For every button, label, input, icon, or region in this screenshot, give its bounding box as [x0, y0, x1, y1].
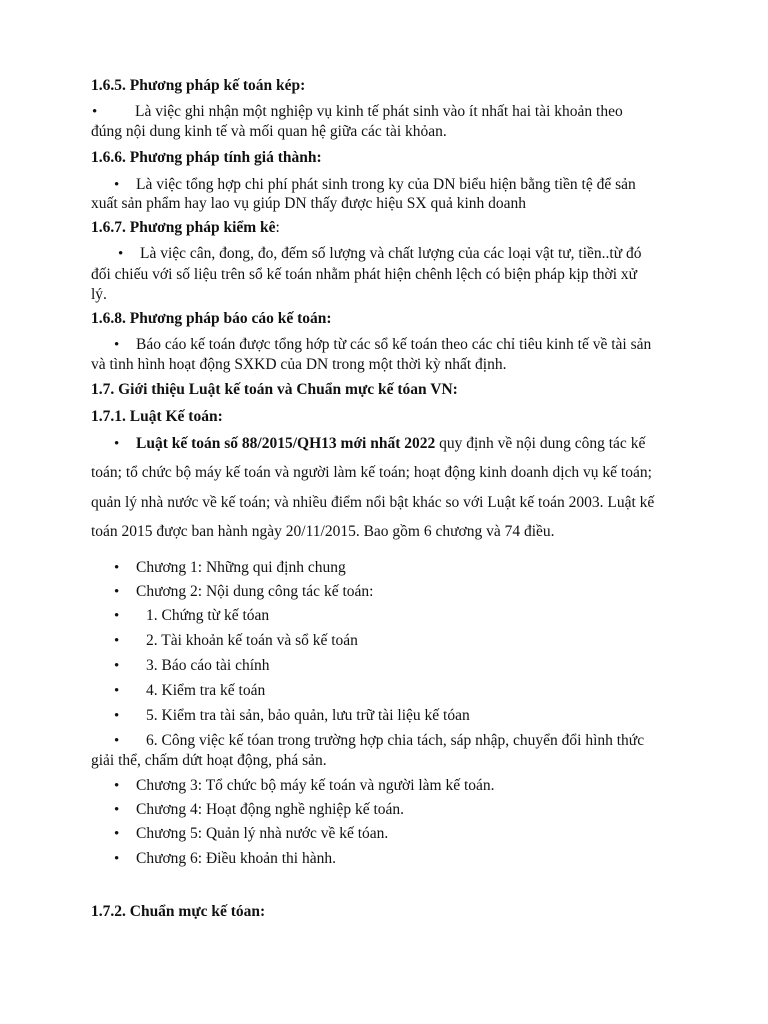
list-item: 1. Chứng từ kế tóan	[146, 607, 270, 624]
section-heading-1-6-7	[91, 218, 280, 238]
bullet-icon: •	[114, 560, 120, 576]
list-item-continuation: giải thể, chấm dứt hoạt động, phá sản.	[91, 752, 327, 769]
bullet-icon: •	[114, 584, 120, 600]
bullet-icon: •	[114, 658, 120, 674]
paragraph-line: toán 2015 được ban hành ngày 20/11/2015. Bao gồm 6 chương và 74 điều.	[91, 523, 555, 540]
bullet-icon: •	[114, 802, 120, 818]
bullet-icon: •	[114, 633, 120, 649]
bullet-icon: •	[114, 608, 120, 624]
list-item: 2. Tài khoản kế toán và sổ kế toán	[146, 632, 358, 649]
section-heading-1-7: 1.7. Giới thiệu Luật kế toán và Chuẩn mực kế tóan VN:	[91, 381, 458, 398]
paragraph-line: toán; tổ chức bộ máy kế toán và người làm kế toán; hoạt động kinh doanh dịch vụ kế toán;	[91, 464, 652, 481]
list-item: 6. Công việc kế tóan trong trường hợp chia tách, sáp nhập, chuyển đổi hình thức	[146, 732, 645, 749]
section-heading-1-6-8: 1.6.8. Phương pháp báo cáo kế toán:	[91, 310, 332, 327]
list-item: 3. Báo cáo tài chính	[146, 657, 270, 674]
bullet-icon: •	[118, 246, 124, 262]
bullet-icon: •	[114, 778, 120, 794]
heading-bold-text: 1.6.7. Phương pháp kiểm kê	[91, 219, 276, 236]
paragraph-line: Báo cáo kế toán được tổng hớp từ các sổ kế toán theo các chỉ tiêu kinh tế về tài sản	[136, 336, 652, 353]
law-intro-rest: quy định về nội dung công tác kế	[435, 435, 646, 452]
list-item: Chương 6: Điều khoản thi hành.	[136, 850, 336, 867]
section-heading-1-6-5: 1.6.5. Phương pháp kế toán kép:	[91, 77, 306, 94]
heading-colon: :	[275, 219, 280, 236]
section-heading-1-6-6: 1.6.6. Phương pháp tính giá thành:	[91, 149, 322, 166]
section-heading-1-7-1: 1.7.1. Luật Kế toán:	[91, 408, 223, 425]
bullet-icon: •	[114, 436, 120, 452]
list-item: 4. Kiểm tra kế toán	[146, 682, 266, 699]
bullet-icon: •	[114, 826, 120, 842]
list-item: Chương 4: Hoạt động nghề nghiệp kế toán.	[136, 801, 405, 818]
bullet-icon: •	[114, 683, 120, 699]
paragraph-line: Là việc tổng hợp chi phí phát sinh trong ky của DN biểu hiện bằng tiền tệ để sản	[136, 176, 636, 193]
law-intro-line	[136, 434, 645, 454]
bullet-icon: •	[114, 708, 120, 724]
list-item: 5. Kiểm tra tài sản, bảo quản, lưu trữ tài liệu kế tóan	[146, 707, 470, 724]
bullet-icon: •	[114, 177, 120, 193]
paragraph-line: quản lý nhà nước về kế toán; và nhiều điểm nổi bật khác so với Luật kế toán 2003. Luật kế	[91, 494, 655, 511]
paragraph-line: Là việc ghi nhận một nghiệp vụ kinh tế phát sinh vào ít nhất hai tài khoản theo	[135, 103, 623, 120]
section-heading-1-7-2: 1.7.2. Chuẩn mực kế tóan:	[91, 903, 266, 920]
paragraph-line: đối chiếu với số liệu trên sổ kế toán nhằm phát hiện chênh lệch có biện pháp kịp thời xử	[91, 266, 638, 283]
bullet-icon: •	[92, 104, 98, 120]
paragraph-line: và tình hình hoạt động SXKD của DN trong một thời kỳ nhất định.	[91, 356, 507, 373]
paragraph-line: xuất sản phẩm hay lao vụ giúp DN thấy được hiệu SX quả kinh doanh	[91, 195, 527, 212]
paragraph-line: Là việc cân, đong, đo, đếm số lượng và chất lượng của các loại vật tư, tiền..từ đó	[140, 245, 642, 262]
list-item: Chương 2: Nội dung công tác kế toán:	[136, 583, 374, 600]
list-item: Chương 5: Quản lý nhà nước về kế tóan.	[136, 825, 389, 842]
bullet-icon: •	[114, 337, 120, 353]
paragraph-line: lý.	[91, 286, 107, 303]
paragraph-line: đúng nội dung kinh tế và mối quan hệ giữa các tài khỏan.	[91, 123, 447, 140]
bullet-icon: •	[114, 851, 120, 867]
list-item: Chương 3: Tổ chức bộ máy kế toán và người làm kế toán.	[136, 777, 495, 794]
list-item: Chương 1: Những qui định chung	[136, 559, 346, 576]
bullet-icon: •	[114, 733, 120, 749]
law-title-bold: Luật kế toán số 88/2015/QH13 mới nhất 2022	[136, 435, 436, 452]
